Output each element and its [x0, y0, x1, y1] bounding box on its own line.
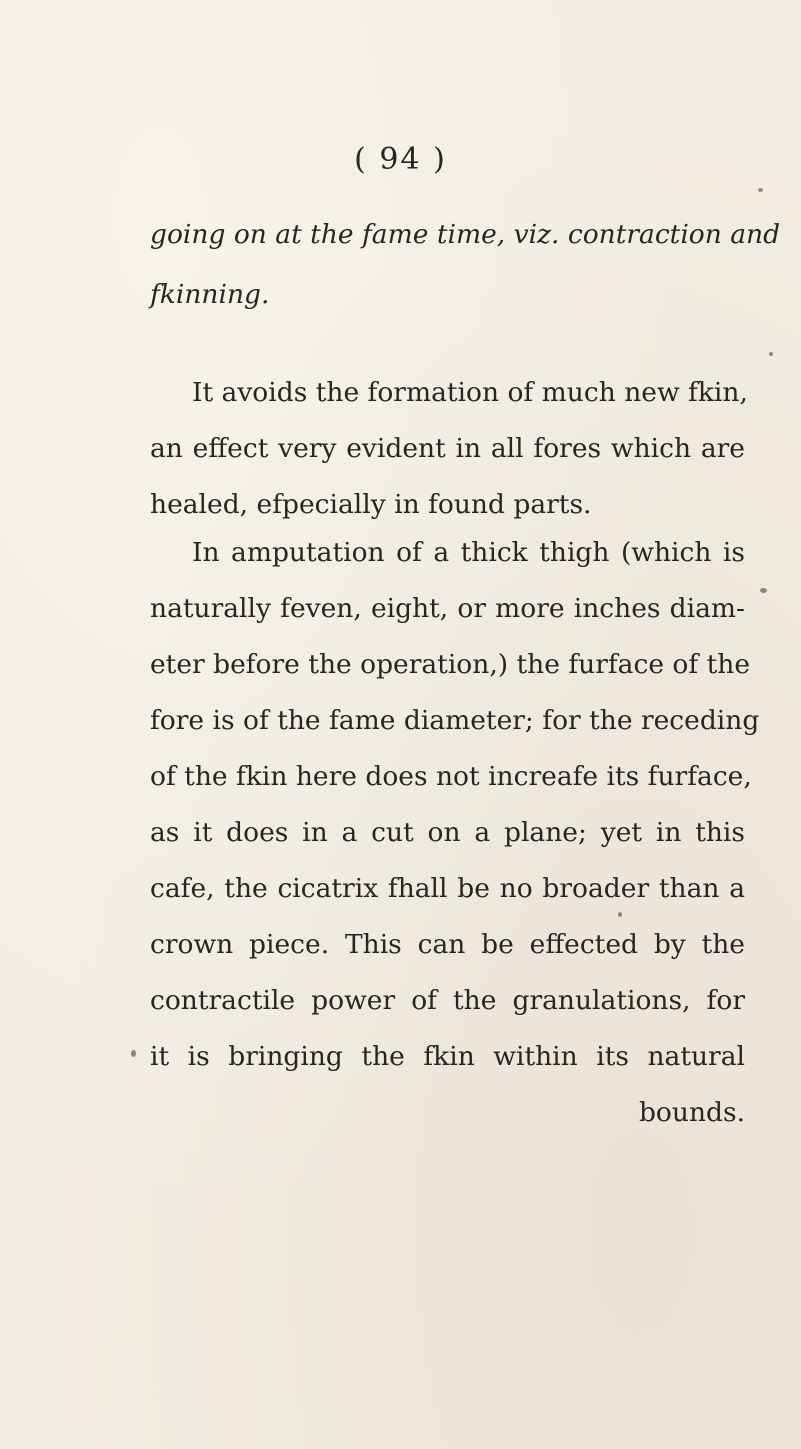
text-line: it is bringing the fkin within its natural [150, 1041, 745, 1072]
paper-speck [618, 912, 622, 917]
paragraph-amputation [150, 525, 760, 1141]
paper-speck [760, 588, 767, 593]
paper-speck [769, 352, 773, 356]
text-line: It avoids the formation of much new fkin, [192, 377, 748, 408]
text-line: naturally feven, eight, or more inches diam- [150, 593, 745, 624]
text-line: as it does in a cut on a plane; yet in this [150, 817, 745, 848]
paper-speck [131, 1050, 136, 1057]
text-line: fkinning. [150, 279, 270, 310]
paragraph-continuation [150, 205, 781, 325]
text-line: crown piece. This can be effected by the [150, 929, 745, 960]
paragraph-skin-formation [150, 365, 748, 533]
text-line: eter before the operation,) the furface of the [150, 649, 751, 680]
paper-speck [758, 188, 763, 192]
text-line: In amputation of a thick thigh (which is [192, 537, 745, 568]
text-line: of the fkin here does not increafe its furface, [150, 761, 752, 792]
text-line: fore is of the fame diameter; for the receding [150, 705, 760, 736]
text-line: cafe, the cicatrix fhall be no broader than a [150, 873, 745, 904]
text-line: healed, efpecially in found parts. [150, 489, 592, 520]
page-number: ( 94 ) [354, 142, 447, 177]
text-line: going on at the fame time, viz. contraction and [150, 219, 781, 250]
text-line: contractile power of the granulations, for [150, 985, 745, 1016]
text-line: bounds. [638, 1097, 745, 1128]
text-line: an effect very evident in all fores which are [150, 433, 745, 464]
